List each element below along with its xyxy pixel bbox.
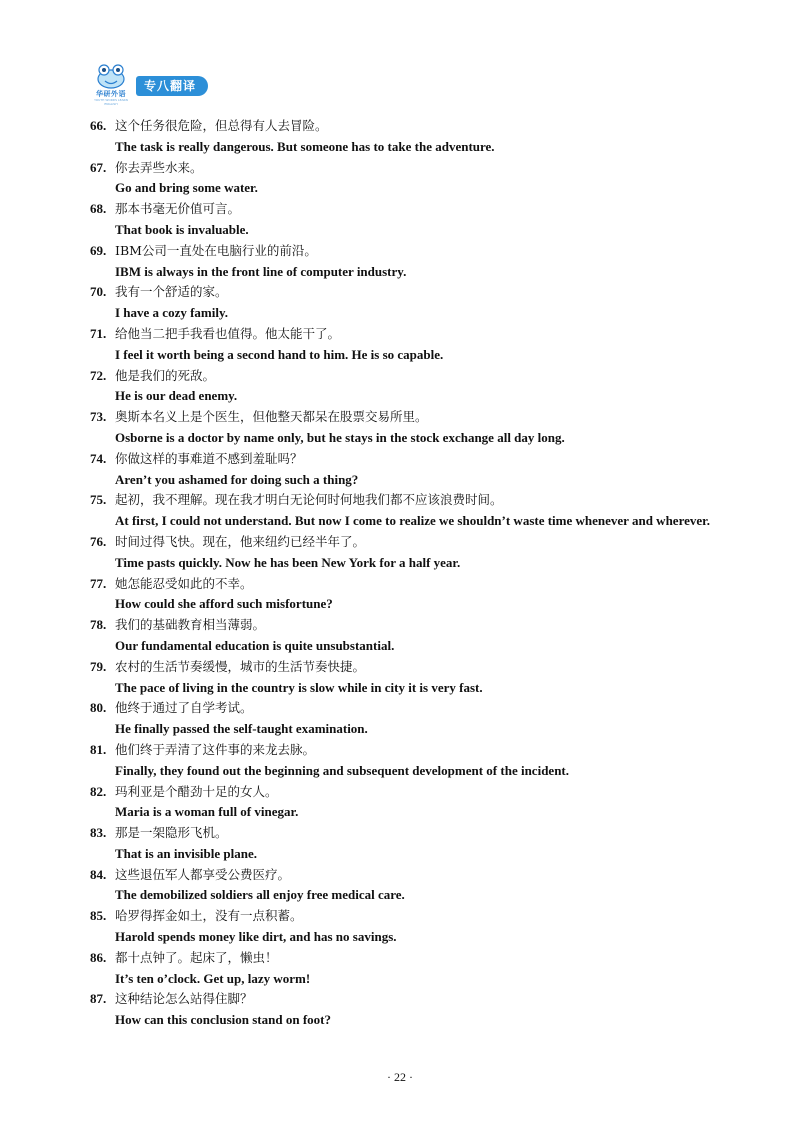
item-number: 68. xyxy=(90,201,107,217)
translation-list xyxy=(90,116,730,1031)
english-translation: Osborne is a doctor by name only, but he stays in the stock exchange all day long. xyxy=(115,429,565,445)
section-tag: 专八翻译 xyxy=(136,76,208,96)
page-number: · 22 · xyxy=(387,1070,413,1084)
item-number: 82. xyxy=(90,783,107,799)
list-item xyxy=(90,282,730,324)
list-item xyxy=(90,782,730,824)
brand-logo xyxy=(88,62,134,106)
chinese-sentence: 那本书毫无价值可言。 xyxy=(115,201,241,217)
list-item xyxy=(90,865,730,907)
list-item xyxy=(90,989,730,1031)
chinese-sentence: IBM公司一直处在电脑行业的前沿。 xyxy=(115,242,317,258)
item-number: 70. xyxy=(90,284,107,300)
english-translation: Time pasts quickly. Now he has been New York for a half year. xyxy=(115,554,461,570)
english-translation: That is an invisible plane. xyxy=(115,845,257,861)
english-translation: I have a cozy family. xyxy=(115,305,229,321)
english-translation: The demobilized soldiers all enjoy free medical care. xyxy=(115,887,405,903)
logo-text: 华研外语 xyxy=(96,90,126,98)
chinese-sentence: 他是我们的死敌。 xyxy=(115,367,216,383)
list-item xyxy=(90,449,730,491)
english-translation: The task is really dangerous. But someone has to take the adventure. xyxy=(115,138,495,154)
item-number: 81. xyxy=(90,741,107,757)
chinese-sentence: 哈罗得挥金如土，没有一点积蓄。 xyxy=(115,908,303,924)
english-translation: It’s ten o’clock. Get up, lazy worm! xyxy=(115,970,311,986)
item-number: 86. xyxy=(90,949,107,965)
list-item xyxy=(90,574,730,616)
chinese-sentence: 你去弄些水来。 xyxy=(115,159,203,175)
item-number: 76. xyxy=(90,533,107,549)
chinese-sentence: 那是一架隐形飞机。 xyxy=(115,825,228,841)
item-number: 80. xyxy=(90,700,107,716)
list-item xyxy=(90,324,730,366)
english-translation: I feel it worth being a second hand to him. He is so capable. xyxy=(115,346,444,362)
chinese-sentence: 你做这样的事难道不感到羞耻吗？ xyxy=(115,450,303,466)
item-number: 74. xyxy=(90,450,107,466)
list-item xyxy=(90,615,730,657)
chinese-sentence: 时间过得飞快。现在，他来纽约已经半年了。 xyxy=(115,533,366,549)
list-item xyxy=(90,740,730,782)
item-number: 84. xyxy=(90,866,107,882)
chinese-sentence: 玛利亚是个醋劲十足的女人。 xyxy=(115,783,278,799)
item-number: 83. xyxy=(90,825,107,841)
page-header xyxy=(88,62,328,106)
english-translation: The pace of living in the country is slow while in city it is very fast. xyxy=(115,679,483,695)
item-number: 73. xyxy=(90,409,107,425)
list-item xyxy=(90,698,730,740)
item-number: 87. xyxy=(90,991,107,1007)
list-item xyxy=(90,116,730,158)
chinese-sentence: 这种结论怎么站得住脚？ xyxy=(115,991,253,1007)
list-item xyxy=(90,241,730,283)
chinese-sentence: 奥斯本名义上是个医生，但他整天都呆在股票交易所里。 xyxy=(115,409,428,425)
item-number: 69. xyxy=(90,242,107,258)
english-translation: At first, I could not understand. But now I come to realize we shouldn’t waste time whenever and wherever. xyxy=(115,513,710,529)
list-item xyxy=(90,366,730,408)
list-item xyxy=(90,657,730,699)
list-item xyxy=(90,407,730,449)
english-translation: Maria is a woman full of vinegar. xyxy=(115,804,299,820)
chinese-sentence: 起初，我不理解。现在我才明白无论何时何地我们都不应该浪费时间。 xyxy=(115,492,503,508)
chinese-sentence: 我们的基础教育相当薄弱。 xyxy=(115,617,266,633)
item-number: 72. xyxy=(90,367,107,383)
item-number: 75. xyxy=(90,492,107,508)
list-item xyxy=(90,823,730,865)
item-number: 77. xyxy=(90,575,107,591)
list-item xyxy=(90,948,730,990)
english-translation: Aren’t you ashamed for doing such a thing? xyxy=(115,471,359,487)
chinese-sentence: 给他当二把手我看也值得。他太能干了。 xyxy=(115,325,341,341)
item-number: 85. xyxy=(90,908,107,924)
list-item xyxy=(90,490,730,532)
frog-mascot-icon xyxy=(88,62,134,90)
chinese-sentence: 他们终于弄清了这件事的来龙去脉。 xyxy=(115,741,316,757)
chinese-sentence: 他终于通过了自学考试。 xyxy=(115,700,253,716)
list-item xyxy=(90,199,730,241)
english-translation: He is our dead enemy. xyxy=(115,388,238,404)
chinese-sentence: 她怎能忍受如此的不幸。 xyxy=(115,575,253,591)
english-translation: How could she afford such misfortune? xyxy=(115,596,333,612)
item-number: 67. xyxy=(90,159,107,175)
english-translation: How can this conclusion stand on foot? xyxy=(115,1012,331,1028)
english-translation: Our fundamental education is quite unsubstantial. xyxy=(115,637,395,653)
english-translation: Go and bring some water. xyxy=(115,180,258,196)
english-translation: That book is invaluable. xyxy=(115,221,249,237)
english-translation: Harold spends money like dirt, and has no savings. xyxy=(115,929,397,945)
item-number: 78. xyxy=(90,617,107,633)
chinese-sentence: 这个任务很危险，但总得有人去冒险。 xyxy=(115,118,328,133)
item-number: 66. xyxy=(90,118,107,133)
english-translation: He finally passed the self-taught examination. xyxy=(115,721,368,737)
english-translation: Finally, they found out the beginning and subsequent development of the incident. xyxy=(115,762,569,778)
list-item xyxy=(90,906,730,948)
chinese-sentence: 我有一个舒适的家。 xyxy=(115,284,228,300)
item-number: 71. xyxy=(90,325,107,341)
logo-subtext: YOUTH WORDS LEARN ENGLISH xyxy=(94,98,128,106)
list-item xyxy=(90,532,730,574)
list-item xyxy=(90,158,730,200)
english-translation: IBM is always in the front line of computer industry. xyxy=(115,263,407,279)
item-number: 79. xyxy=(90,658,107,674)
chinese-sentence: 农村的生活节奏缓慢，城市的生活节奏快捷。 xyxy=(115,658,366,674)
chinese-sentence: 这些退伍军人都享受公费医疗。 xyxy=(115,866,291,882)
chinese-sentence: 都十点钟了。起床了，懒虫！ xyxy=(115,949,278,965)
